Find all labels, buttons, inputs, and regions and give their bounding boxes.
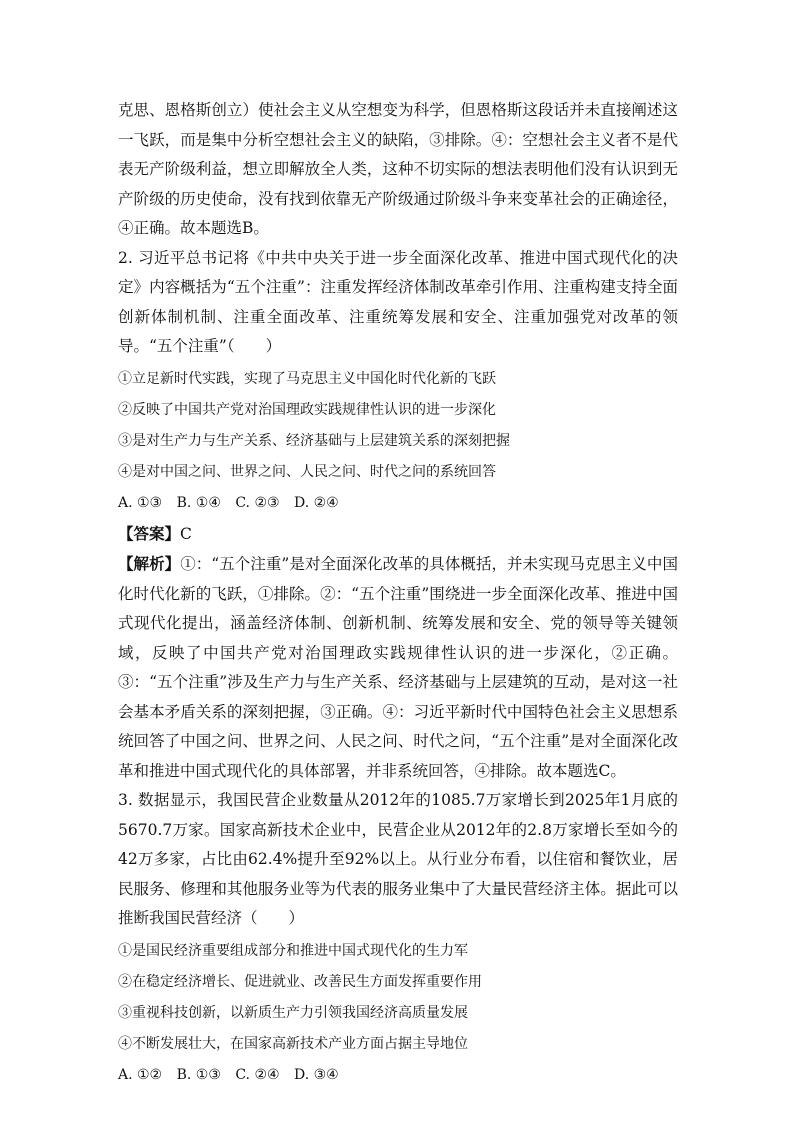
analysis-label: 【解析】 (118, 554, 181, 573)
question-3-option-2: ②在稳定经济增长、促进就业、改善民生方面发挥重要作用 (118, 973, 482, 990)
question-2-stem: 2. 习近平总书记将《中共中央关于进一步全面深化改革、推进中国式现代化的决定》内容概括为“五个注重”：注重发挥经济体制改革牵引作用、注重构建支持全面创新体制机制、注重全面改革、注重统筹发展和安全、注重加强党对改革的领导。“五个注重”（ ） (118, 248, 678, 355)
question-2-option-3: ③是对生产力与生产关系、经济基础与上层建筑关系的深刻把握 (118, 432, 510, 449)
question-3-option-3: ③重视科技创新，以新质生产力引领我国经济高质量发展 (118, 1004, 468, 1021)
carryover-analysis-paragraph: 克思、恩格斯创立）使社会主义从空想变为科学，但恩格斯这段话并未直接阐述这一飞跃，而是集中分析空想社会主义的缺陷，③排除。④：空想社会主义者不是代表无产阶级利益，想立即解放全人类，这种不切实际的想法表明他们没有认识到无产阶级的历史使命，没有找到依靠无产阶级通过阶级斗争来变革社会的正确途径，④正确。故本题选B。 (118, 101, 678, 237)
question-3-choice-b: B. ①③ (176, 1066, 221, 1083)
analysis-text: ①：“五个注重”是对全面深化改革的具体概括，并未实现马克思主义中国化时代化新的飞跃，①排除。②：“五个注重”围绕进一步全面深化改革、推进中国式现代化提出，涵盖经济体制、创新机制、统筹发展和安全、党的领导等关键领域，反映了中国共产党对治国理政实践规律性认识的进一步深化，②正确。③：“五个注重”涉及生产力与生产关系、经济基础与上层建筑的互动，是对这一社会基本矛盾关系的深刻把握，③正确。④：习近平新时代中国特色社会主义思想系统回答了中国之问、世界之问、人民之问、时代之问，“五个注重”是对全面深化改革和推进中国式现代化的具体部署，并非系统回答，④排除。故本题选C。 (118, 555, 678, 780)
question-2-choice-b: B. ①④ (176, 494, 221, 511)
question-3-choices (118, 1060, 678, 1091)
question-2-choice-c: C. ②③ (235, 494, 280, 511)
question-3-choice-a: A. ①② (118, 1066, 163, 1083)
question-2-analysis (118, 549, 678, 786)
question-3-choice-c: C. ②④ (235, 1066, 280, 1083)
question-2-choice-a: A. ①③ (118, 494, 163, 511)
question-2-option-1: ①立足新时代实践，实现了马克思主义中国化时代化新的飞跃 (118, 370, 496, 387)
question-2-choice-d: D. ②④ (294, 494, 339, 511)
question-3-option-1: ①是国民经济重要组成部分和推进中国式现代化的生力军 (118, 942, 468, 959)
answer-label: 【答案】 (118, 523, 181, 543)
answer-value: C (180, 524, 192, 543)
question-3-stem: 3. 数据显示，我国民营企业数量从2012年的1085.7万家增长到2025年1月底的5670.7万家。国家高新技术企业中，民营企业从2012年的2.8万家增长至如今的42万多家，占比由62.4%提升至92%以上。从行业分布看，以住宿和餐饮业，居民服务、修理和其他服务业等为代表的服务业集中了大量民营经济主体。据此可以推断我国民营经济（ ） (118, 791, 678, 927)
question-3-choice-d: D. ③④ (294, 1066, 339, 1083)
question-2-option-4: ④是对中国之问、世界之问、人民之问、时代之问的系统回答 (118, 463, 496, 480)
question-2-choices (118, 488, 678, 519)
question-2-answer (118, 519, 678, 550)
document-page (118, 96, 678, 1091)
question-3-option-4: ④不断发展壮大，在国家高新技术产业方面占据主导地位 (118, 1035, 468, 1052)
question-2-option-2: ②反映了中国共产党对治国理政实践规律性认识的进一步深化 (118, 401, 496, 418)
